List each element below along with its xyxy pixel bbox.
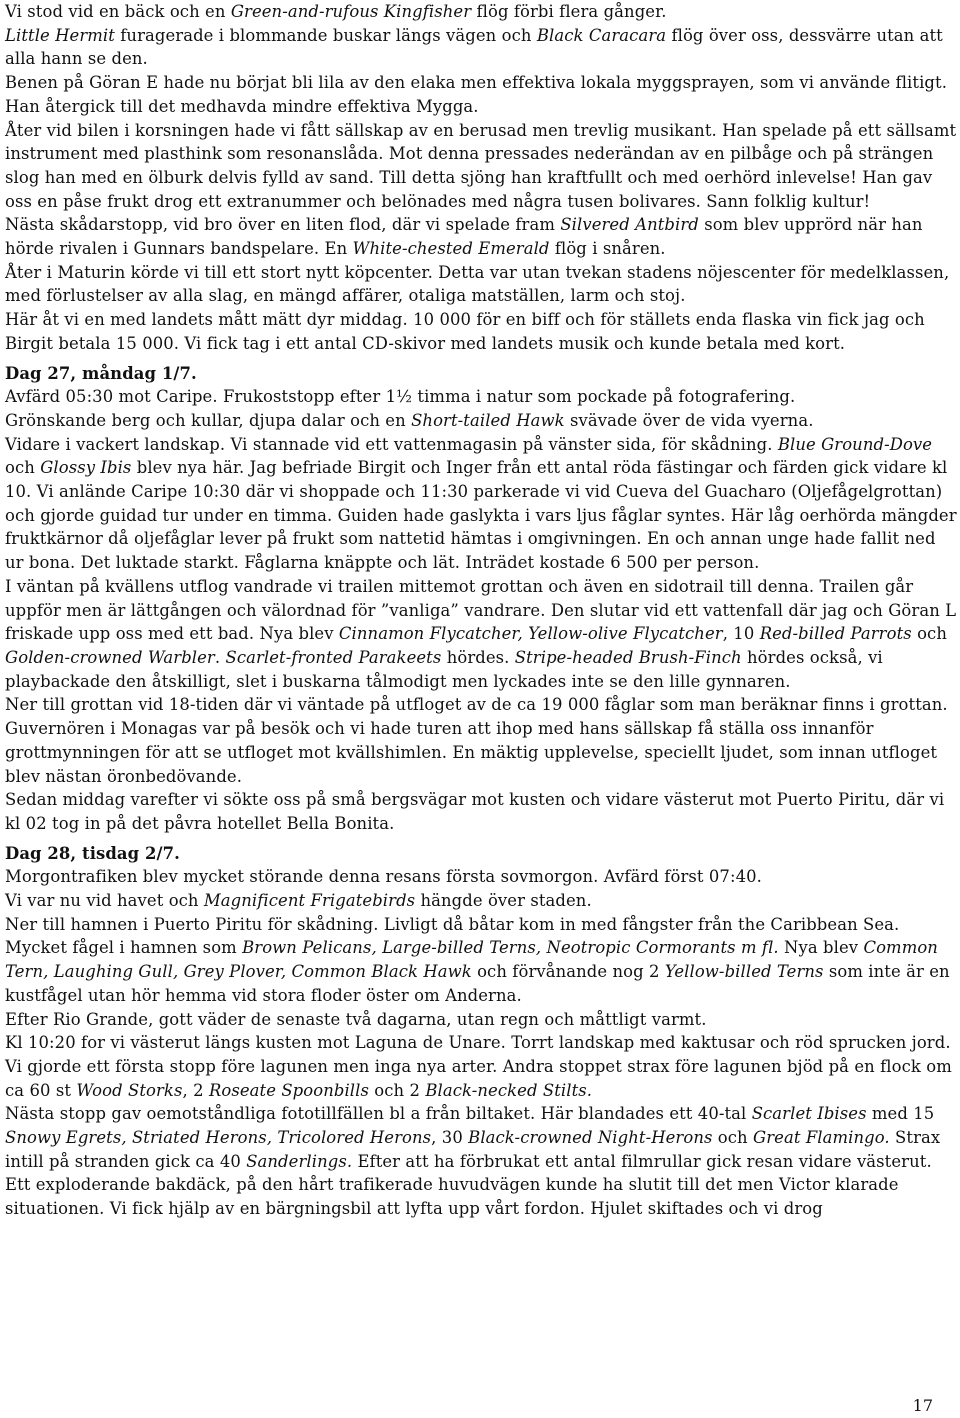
text-run: Nya blev xyxy=(778,938,864,958)
paragraph xyxy=(5,433,957,575)
species-name: Snowy Egrets, Striated Herons, Tricolored Herons xyxy=(5,1128,432,1148)
species-name: Sanderlings. xyxy=(246,1151,353,1171)
text-run: med 15 xyxy=(866,1104,935,1124)
text-run: svävade över de vida vyerna. xyxy=(564,410,814,430)
species-name: Short-tailed Hawk xyxy=(411,410,565,430)
text-run: blev nya här. Jag befriade Birgit och Inger från ett antal röda fästingar och färden gick vidare kl 10. Vi anlände Caripe 10:30 där vi shoppade och 11:30 parkerade vi vid Cueva del Guacharo (Oljefågelgrottan) och gjorde guidad tur under en timma. Guiden hade gaslykta i vars ljus fåglar syntes. Här låg oerhörda mängder fruktkärnor då oljefåglar lever på frukt som nattetid hämtas i omgivningen. En och annan unge hade fallit ned ur bona. Det luktade starkt. Fåglarna knäppte och lät. Inträdet kostade 6 500 per person. xyxy=(5,458,957,573)
text-run: Här åt vi en med landets mått mätt dyr middag. 10 000 för en biff och för ställets enda flaska vin fick jag och Birgit betala 15 000. Vi fick tag i ett antal CD-skivor med landets musik och kunde betala med kort. xyxy=(5,310,925,353)
species-name: Stripe-headed Brush-Finch xyxy=(514,647,742,667)
text-run: Kl 10:20 for vi västerut längs kusten mot Laguna de Unare. Torrt landskap med kaktusar och röd sprucken jord. Vi gjorde ett första stopp före lagunen men inga nya arter. Andra stoppet strax före lagunen bjöd på en flock om ca 60 st xyxy=(5,1033,952,1100)
text-run: Strax intill på stranden gick ca 40 xyxy=(5,1128,941,1171)
paragraph xyxy=(5,119,957,214)
species-name: Brown Pelicans, Large-billed Terns, Neotropic Cormorants m fl. xyxy=(242,938,779,958)
text-run: flög i snåren. xyxy=(549,239,666,259)
paragraph xyxy=(5,71,957,118)
paragraph xyxy=(5,865,957,889)
species-name: Black-necked Stilts. xyxy=(425,1080,593,1100)
day-heading xyxy=(5,842,957,866)
species-name: Blue Ground-Dove xyxy=(777,434,933,454)
species-name: Scarlet-fronted Parakeets xyxy=(225,647,442,667)
species-name: Glossy Ibis xyxy=(40,458,132,478)
paragraph xyxy=(5,1031,957,1102)
document-page xyxy=(5,0,957,1221)
paragraph xyxy=(5,308,957,355)
text-run: och förvånande nog 2 xyxy=(471,962,665,982)
text-run: och 2 xyxy=(369,1080,426,1100)
species-name: Common Tern, Laughing Gull, Grey Plover, Common Black Hawk xyxy=(5,938,938,982)
species-name: White-chested Emerald xyxy=(352,239,550,259)
text-run: Vi var nu vid havet och xyxy=(5,891,204,911)
text-run: hördes. xyxy=(441,647,515,667)
paragraph xyxy=(5,1008,957,1032)
text-run: som blev upprörd när han hörde rivalen i Gunnars bandspelare. En xyxy=(5,215,923,259)
paragraph xyxy=(5,889,957,913)
text-run: flög förbi flera gånger. xyxy=(471,2,667,21)
text-run: Dag 28, tisdag 2/7. xyxy=(5,843,180,863)
text-run: Sedan middag varefter vi sökte oss på små bergsvägar mot kusten och vidare västerut mot Puerto Piritu, där vi kl 02 tog in på det påvra hotellet Bella Bonita. xyxy=(5,790,945,833)
text-run: furagerade i blommande buskar längs vägen och xyxy=(114,25,537,45)
species-name: Green-and-rufous Kingfisher xyxy=(230,2,472,21)
text-run: Ner till grottan vid 18-tiden där vi väntade på utfloget av de ca 19 000 fåglar som man beräknar finns i grottan. Guvernören i Monagas var på besök och vi hade turen att ihop med hans sällskap få ställa oss innanför grottmynningen för att se utfloget mot kvällshimlen. En mäktig upplevelse, speciellt ljudet, som innan utfloget blev nästan öronbedövande. xyxy=(5,695,948,786)
paragraph xyxy=(5,693,957,788)
text-run: . xyxy=(214,647,226,667)
text-run: och xyxy=(911,624,947,644)
species-name: Yellow-billed Terns xyxy=(664,962,824,982)
paragraph xyxy=(5,385,957,409)
text-run: Vidare i vackert landskap. Vi stannade vid ett vattenmagasin på vänster sida, för skådning. xyxy=(5,434,778,454)
species-name: Black-crowned Night-Herons xyxy=(468,1128,713,1148)
species-name: Wood Storks xyxy=(76,1080,183,1100)
species-name: Magnificent Frigatebirds xyxy=(203,891,416,911)
text-run: flög över oss, dessvärre utan att alla hann se den. xyxy=(5,25,943,69)
text-run: Nästa skådarstopp, vid bro över en liten flod, där vi spelade fram xyxy=(5,215,561,235)
species-name: Black Caracara xyxy=(536,25,667,45)
text-run: som inte är en kustfågel utan hör hemma vid stora floder öster om Anderna. xyxy=(5,962,950,1005)
text-run: hängde över staden. xyxy=(415,891,592,911)
paragraph xyxy=(5,24,957,71)
text-run: Åter vid bilen i korsningen hade vi fått sällskap av en berusad men trevlig musikant. Han spelade på ett sällsamt instrument med plasthink som resonanslåda. Mot denna pressades nederändan av en pilbåge och på strängen slog han med en ölburk delvis fylld av sand. Till detta sjöng han kraftfullt och med oerhörd inlevelse! Han gav oss en påse frukt drog ett extranummer och belönades med några tusen bolivares. Sann folklig kultur! xyxy=(5,120,957,211)
species-name: Golden-crowned Warbler xyxy=(5,647,215,667)
text-run: I väntan på kvällens utflog vandrade vi trailen mittemot grottan och även en sidotrail till denna. Trailen går uppför men är lättgången och välordnad för ”vanliga” vandrare. Den slutar vid ett vattenfall där jag och Göran L friskade upp oss med ett bad. Nya blev xyxy=(5,576,957,644)
text-run: Morgontrafiken blev mycket störande denna resans första sovmorgon. Avfärd först 07:40. xyxy=(5,867,762,887)
paragraph xyxy=(5,575,957,694)
text-run: Åter i Maturin körde vi till ett stort nytt köpcenter. Detta var utan tvekan stadens nöjescenter för medelklassen, med förlustelser av alla slag, en mängd affärer, otaliga matställen, larm och stoj. xyxy=(5,262,950,306)
text-run: Vi stod vid en bäck och en xyxy=(5,2,231,21)
paragraph xyxy=(5,261,957,308)
text-run: Benen på Göran E hade nu börjat bli lila av den elaka men effektiva lokala myggsprayen, som vi använde flitigt. Han återgick till det medhavda mindre effektiva Mygga. xyxy=(5,73,948,116)
paragraph xyxy=(5,913,957,1008)
paragraph xyxy=(5,788,957,835)
text-run: och xyxy=(712,1128,754,1148)
text-run: , 30 xyxy=(431,1128,469,1148)
page-number: 17 xyxy=(912,1396,933,1415)
text-run: , 10 xyxy=(722,624,760,644)
paragraph xyxy=(5,0,957,24)
text-run: Ner till hamnen i Puerto Piritu för skådning. Livligt då båtar kom in med fångster från the Caribbean Sea. Mycket fågel i hamnen som xyxy=(5,914,900,958)
text-run: och xyxy=(5,458,41,478)
species-name: Roseate Spoonbills xyxy=(208,1080,369,1100)
text-run: Efter att ha förbrukat ett antal filmrullar gick resan vidare västerut. xyxy=(352,1151,932,1171)
text-run: Efter Rio Grande, gott väder de senaste två dagarna, utan regn och måttligt varmt. xyxy=(5,1009,707,1029)
paragraph xyxy=(5,213,957,260)
text-run: , 2 xyxy=(182,1080,209,1100)
text-run: Dag 27, måndag 1/7. xyxy=(5,363,197,383)
paragraph xyxy=(5,1173,957,1220)
text-run: Grönskande berg och kullar, djupa dalar och en xyxy=(5,410,412,430)
paragraph xyxy=(5,1102,957,1173)
species-name: Red-billed Parrots xyxy=(759,624,912,644)
species-name: Great Flamingo. xyxy=(753,1128,890,1148)
species-name: Scarlet Ibises xyxy=(751,1104,867,1124)
text-run: Avfärd 05:30 mot Caripe. Frukoststopp efter 1½ timma i natur som pockade på fotografering. xyxy=(5,387,796,407)
paragraph xyxy=(5,409,957,433)
text-run: Ett exploderande bakdäck, på den hårt trafikerade huvudvägen kunde ha slutit till det men Victor klarade situationen. Vi fick hjälp av en bärgningsbil att lyfta upp vårt fordon. Hjulet skiftades och vi drog xyxy=(5,1175,899,1219)
species-name: Cinnamon Flycatcher, Yellow-olive Flycatcher xyxy=(338,624,723,644)
text-run: Nästa stopp gav oemotståndliga fototillfällen bl a från biltaket. Här blandades ett 40-tal xyxy=(5,1104,752,1124)
species-name: Silvered Antbird xyxy=(560,215,699,235)
species-name: Little Hermit xyxy=(5,25,115,45)
text-run: hördes också, vi playbackade den åtskilligt, slet i buskarna tålmodigt men lyckades inte se den lille gynnaren. xyxy=(5,647,883,691)
day-heading xyxy=(5,362,957,386)
